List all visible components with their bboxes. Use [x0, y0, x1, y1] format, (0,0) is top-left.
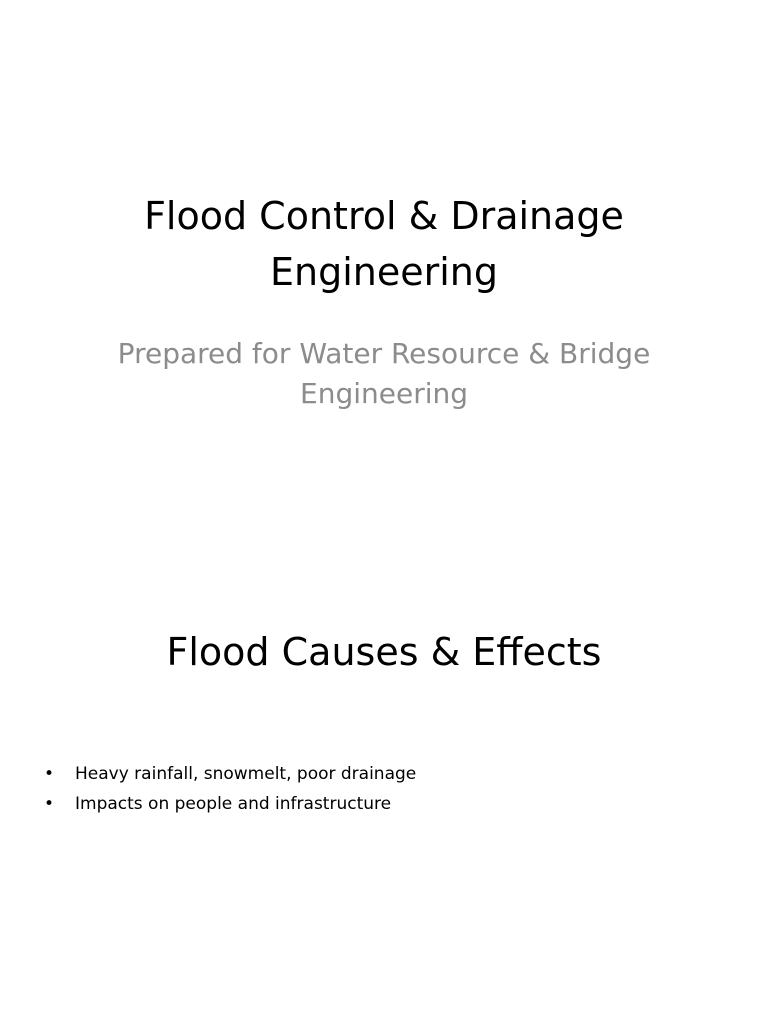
bullet-text: Heavy rainfall, snowmelt, poor drainage	[75, 764, 417, 784]
bullet-icon: •	[44, 764, 55, 784]
slide-title: Flood Control & Drainage Engineering	[144, 194, 624, 294]
bullet-item	[40, 759, 416, 789]
slide-title: Flood Causes & Effects	[166, 630, 602, 674]
bullet-text: Impacts on people and infrastructure	[75, 794, 392, 814]
bullet-icon: •	[44, 794, 55, 814]
slide-subtitle: Prepared for Water Resource & Bridge Engineering	[117, 337, 651, 410]
bullet-list	[40, 759, 416, 819]
content-slide	[0, 512, 768, 1024]
bullet-item	[40, 789, 416, 819]
